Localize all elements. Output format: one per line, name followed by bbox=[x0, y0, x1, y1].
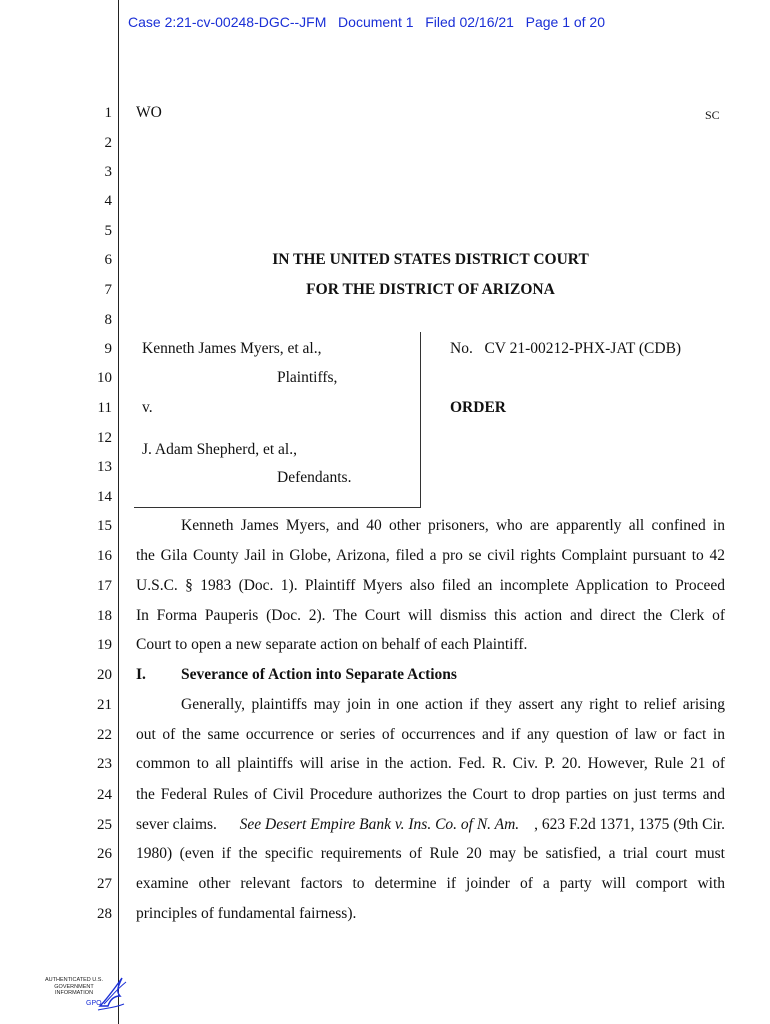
seal-text: AUTHENTICATED U.S. GOVERNMENT INFORMATION bbox=[45, 977, 103, 996]
left-margin-rule bbox=[118, 0, 119, 1024]
body-line: the Gila County Jail in Globe, Arizona, filed a pro se civil rights Complaint pursuant to 42 bbox=[136, 547, 725, 564]
caption-divider-vertical bbox=[420, 332, 421, 508]
body-line: examine other relevant factors to determine if joinder of a party will comport with bbox=[136, 875, 725, 892]
body-line: out of the same occurrence or series of occurrences and if any question of law or fact in bbox=[136, 726, 725, 743]
line-number: 14 bbox=[97, 489, 112, 505]
line-number: 28 bbox=[97, 906, 112, 922]
line-number: 2 bbox=[104, 135, 112, 151]
body-line: U.S.C. § 1983 (Doc. 1). Plaintiff Myers also filed an incomplete Application to Proceed bbox=[136, 577, 725, 594]
line-number: 15 bbox=[97, 518, 112, 534]
citation-reporter: , 623 F.2d 1371, 1375 (9th Cir. bbox=[534, 816, 725, 833]
line-number: 23 bbox=[97, 756, 112, 772]
caption-defendant: J. Adam Shepherd, et al., bbox=[142, 441, 297, 458]
citation-lead: sever claims. bbox=[136, 816, 225, 833]
line-number: 4 bbox=[104, 193, 112, 209]
document-title: ORDER bbox=[450, 399, 506, 416]
line-number: 1 bbox=[104, 105, 112, 121]
line-number: 6 bbox=[104, 252, 112, 268]
line-number: 19 bbox=[97, 637, 112, 653]
line-number: 3 bbox=[104, 164, 112, 180]
body-line: Court to open a new separate action on behalf of each Plaintiff. bbox=[136, 636, 528, 653]
caption-plaintiffs-label: Plaintiffs, bbox=[277, 369, 338, 386]
line-number: 9 bbox=[104, 341, 112, 357]
body-line: In Forma Pauperis (Doc. 2). The Court will dismiss this action and direct the Clerk of bbox=[136, 607, 725, 624]
eagle-icon bbox=[92, 974, 132, 1014]
gpo-authentication-seal bbox=[44, 974, 130, 1014]
line-number: 8 bbox=[104, 312, 112, 328]
line-number: 18 bbox=[97, 608, 112, 624]
line-number: 25 bbox=[97, 817, 112, 833]
gpo-label: GPO bbox=[86, 1000, 102, 1007]
line-number: 17 bbox=[97, 578, 112, 594]
caption-defendants-label: Defendants. bbox=[277, 469, 352, 486]
line-number: 16 bbox=[97, 548, 112, 564]
body-line: common to all plaintiffs will arise in the action. Fed. R. Civ. P. 20. However, Rule 21 of bbox=[136, 755, 725, 772]
line-number: 27 bbox=[97, 876, 112, 892]
line-number: 26 bbox=[97, 846, 112, 862]
line-number: 24 bbox=[97, 787, 112, 803]
caption-versus: v. bbox=[142, 399, 153, 416]
body-line-citation bbox=[136, 816, 725, 834]
line-number: 12 bbox=[97, 430, 112, 446]
line-number: 22 bbox=[97, 727, 112, 743]
sc-marker: SC bbox=[705, 108, 720, 122]
body-line: Kenneth James Myers, and 40 other prisoners, who are apparently all confined in bbox=[181, 517, 725, 534]
body-line: the Federal Rules of Civil Procedure authorizes the Court to drop parties on just terms and bbox=[136, 786, 725, 803]
case-citation: See Desert Empire Bank v. Ins. Co. of N. Am. bbox=[239, 816, 520, 833]
wo-marker: WO bbox=[136, 104, 162, 121]
body-line: Generally, plaintiffs may join in one action if they assert any right to relief arising bbox=[181, 696, 725, 713]
line-number: 21 bbox=[97, 697, 112, 713]
court-name: IN THE UNITED STATES DISTRICT COURT bbox=[272, 251, 589, 268]
section-heading: Severance of Action into Separate Actions bbox=[181, 666, 457, 683]
caption-divider-horizontal bbox=[134, 507, 421, 508]
caption-plaintiff: Kenneth James Myers, et al., bbox=[142, 340, 322, 357]
line-number: 10 bbox=[97, 370, 112, 386]
line-number: 5 bbox=[104, 223, 112, 239]
line-number: 7 bbox=[104, 282, 112, 298]
case-number: No. CV 21-00212-PHX-JAT (CDB) bbox=[450, 340, 682, 357]
section-number: I. bbox=[136, 666, 146, 683]
case-header-stamp: Case 2:21-cv-00248-DGC--JFM Document 1 Filed 02/16/21 Page 1 of 20 bbox=[128, 14, 606, 30]
body-line: principles of fundamental fairness). bbox=[136, 905, 357, 922]
line-number: 11 bbox=[97, 400, 112, 416]
line-number: 20 bbox=[97, 667, 112, 683]
court-district: FOR THE DISTRICT OF ARIZONA bbox=[306, 281, 555, 298]
line-number: 13 bbox=[97, 459, 112, 475]
body-line: 1980) (even if the specific requirements of Rule 20 may be satisfied, a trial court must bbox=[136, 845, 725, 862]
